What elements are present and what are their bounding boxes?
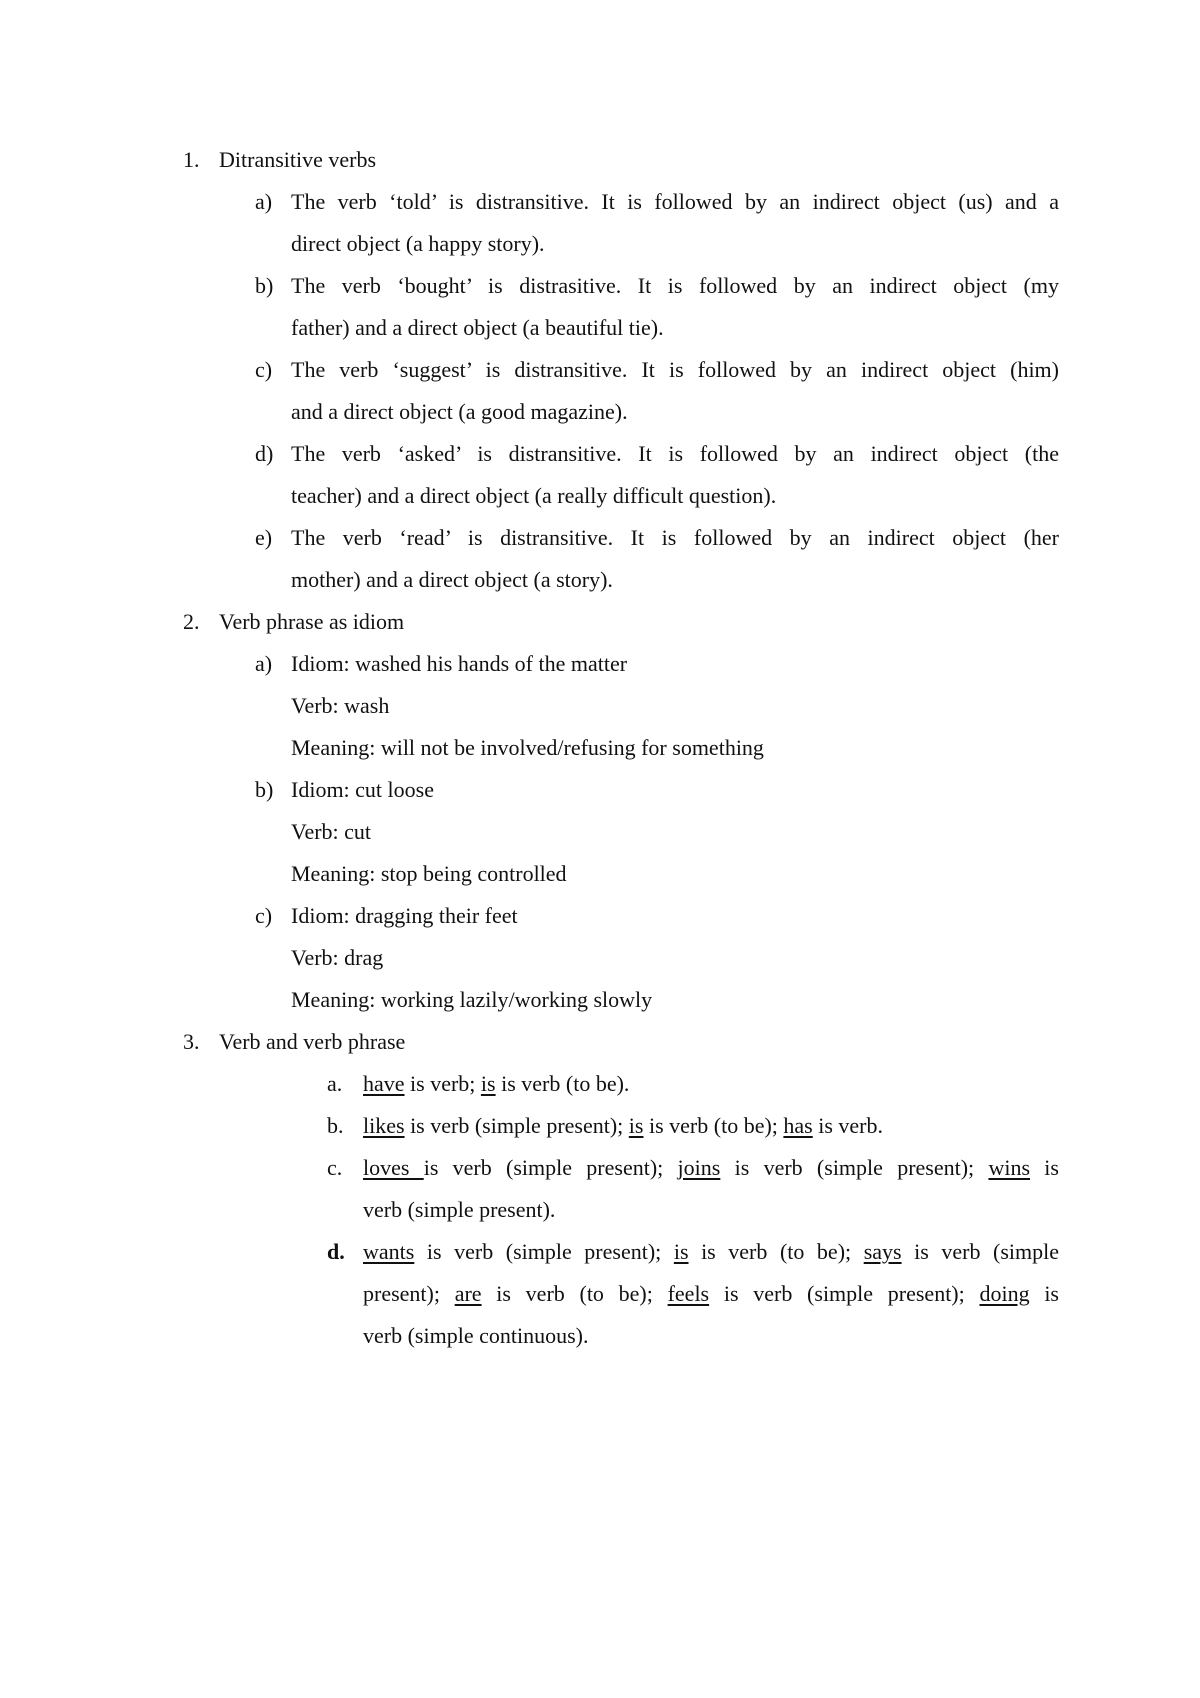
s3-c-text-1: is verb (simple present); bbox=[423, 1155, 678, 1180]
s1-item-b-line-2: father) and a direct object (a beautiful tie). bbox=[291, 315, 664, 340]
s3-item-a-line-1 bbox=[363, 1069, 629, 1099]
section-1-number: 1. bbox=[183, 147, 200, 172]
s3-d-text-1: is verb (simple present); bbox=[414, 1239, 674, 1264]
s3-d-verb-5: feels bbox=[667, 1281, 710, 1306]
s3-c-text-2: is verb (simple present); bbox=[720, 1155, 989, 1180]
s3-d-verb-4: are bbox=[454, 1281, 482, 1306]
s3-b-text-1: is verb (simple present); bbox=[404, 1113, 629, 1138]
s1-item-d-line-2: teacher) and a direct object (a really difficult question). bbox=[291, 483, 777, 508]
s3-d-verb-3: says bbox=[863, 1239, 902, 1264]
s1-item-e-line-1: The verb ‘read’ is distransitive. It is followed by an indirect object (her bbox=[291, 525, 1059, 550]
s2-item-b-marker: b) bbox=[255, 777, 274, 802]
s2-item-a-verb: Verb: wash bbox=[291, 693, 390, 718]
s1-item-b-line-1: The verb ‘bought’ is distrasitive. It is followed by an indirect object (my bbox=[291, 273, 1059, 298]
s1-item-a-line-2: direct object (a happy story). bbox=[291, 231, 545, 256]
s2-item-c-idiom: Idiom: dragging their feet bbox=[291, 903, 518, 928]
s3-d-verb-6: doing bbox=[979, 1281, 1030, 1306]
s3-a-verb-2: is bbox=[480, 1071, 496, 1096]
s2-item-a-idiom: Idiom: washed his hands of the matter bbox=[291, 651, 628, 676]
s3-c-text-3: is bbox=[1030, 1155, 1059, 1180]
s1-item-a-marker: a) bbox=[255, 189, 273, 214]
s1-item-b-marker: b) bbox=[255, 273, 274, 298]
s3-item-d-marker: d. bbox=[327, 1239, 345, 1264]
s2-item-a-marker: a) bbox=[255, 651, 273, 676]
s2-item-a-meaning: Meaning: will not be involved/refusing for something bbox=[291, 735, 764, 760]
section-2-title: Verb phrase as idiom bbox=[219, 609, 405, 634]
s1-item-a-line-1: The verb ‘told’ is distransitive. It is followed by an indirect object (us) and a bbox=[291, 189, 1059, 214]
s3-b-verb-1: likes bbox=[363, 1113, 405, 1138]
s2-item-c-meaning: Meaning: working lazily/working slowly bbox=[291, 987, 653, 1012]
s3-d-verb-2: is bbox=[673, 1239, 689, 1264]
s3-b-verb-3: has bbox=[783, 1113, 813, 1138]
s3-item-b-line-1 bbox=[363, 1111, 883, 1141]
s3-a-text-1: is verb; bbox=[404, 1071, 481, 1096]
s3-d-text-2: is verb (to be); bbox=[688, 1239, 864, 1264]
s3-item-c-line-2: verb (simple present). bbox=[363, 1197, 556, 1222]
s1-item-c-line-2: and a direct object (a good magazine). bbox=[291, 399, 628, 424]
s3-d-text-3: is verb (simple bbox=[901, 1239, 1059, 1264]
s3-b-text-2: is verb (to be); bbox=[643, 1113, 784, 1138]
s3-d-text-4: present); bbox=[363, 1281, 455, 1306]
s3-b-text-3: is verb. bbox=[812, 1113, 883, 1138]
s2-item-c-marker: c) bbox=[255, 903, 273, 928]
s2-item-c-verb: Verb: drag bbox=[291, 945, 384, 970]
s3-a-verb-1: have bbox=[363, 1071, 405, 1096]
s2-item-b-meaning: Meaning: stop being controlled bbox=[291, 861, 567, 886]
s3-item-b-marker: b. bbox=[327, 1113, 344, 1138]
s3-item-c-marker: c. bbox=[327, 1155, 343, 1180]
s3-c-verb-1: loves bbox=[363, 1155, 424, 1180]
s3-item-d-line-2 bbox=[363, 1279, 1059, 1309]
s3-d-verb-1: wants bbox=[363, 1239, 415, 1264]
s1-item-c-marker: c) bbox=[255, 357, 273, 382]
s1-item-d-line-1: The verb ‘asked’ is distransitive. It is followed by an indirect object (the bbox=[291, 441, 1059, 466]
s1-item-d-marker: d) bbox=[255, 441, 274, 466]
section-2-number: 2. bbox=[183, 609, 200, 634]
s3-item-d-line-3: verb (simple continuous). bbox=[363, 1323, 589, 1348]
s3-c-verb-3: wins bbox=[988, 1155, 1031, 1180]
s2-item-b-idiom: Idiom: cut loose bbox=[291, 777, 434, 802]
s3-item-a-marker: a. bbox=[327, 1071, 343, 1096]
s3-item-d-line-1 bbox=[363, 1237, 1059, 1267]
section-3-title: Verb and verb phrase bbox=[219, 1029, 406, 1054]
s3-d-text-6: is verb (simple present); bbox=[709, 1281, 980, 1306]
s2-item-b-verb: Verb: cut bbox=[291, 819, 372, 844]
s1-item-e-marker: e) bbox=[255, 525, 273, 550]
s3-c-verb-2: joins bbox=[677, 1155, 721, 1180]
s1-item-e-line-2: mother) and a direct object (a story). bbox=[291, 567, 613, 592]
s3-item-c-line-1 bbox=[363, 1153, 1059, 1183]
s3-b-verb-2: is bbox=[628, 1113, 644, 1138]
s1-item-c-line-1: The verb ‘suggest’ is distransitive. It is followed by an indirect object (him) bbox=[291, 357, 1059, 382]
section-1-title: Ditransitive verbs bbox=[219, 147, 377, 172]
s3-d-text-7: is bbox=[1029, 1281, 1059, 1306]
s3-a-text-2: is verb (to be). bbox=[495, 1071, 630, 1096]
section-3-number: 3. bbox=[183, 1029, 200, 1054]
s3-d-text-5: is verb (to be); bbox=[481, 1281, 668, 1306]
